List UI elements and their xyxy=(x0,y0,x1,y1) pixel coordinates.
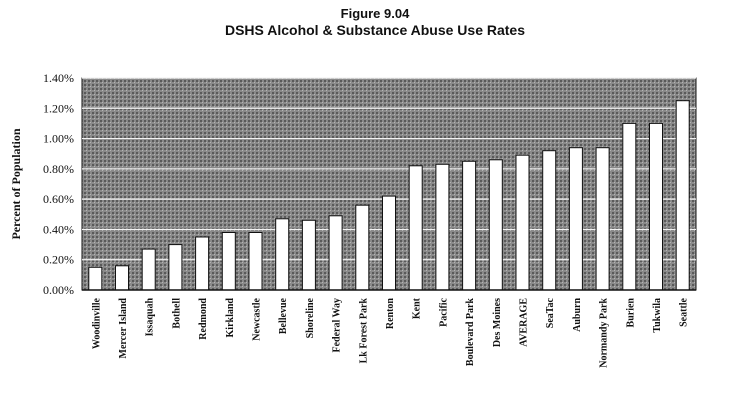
x-tick-label: Mercer Island xyxy=(118,298,129,359)
x-tick-label: AVERAGE xyxy=(518,298,530,347)
x-tick-label: Newcastle xyxy=(251,298,263,341)
y-tick-label: 0.40% xyxy=(43,222,74,237)
y-tick-label: 0.20% xyxy=(43,252,74,267)
x-tick-label: Bellevue xyxy=(278,298,290,335)
bar xyxy=(196,237,209,290)
x-tick-label: Woodinville xyxy=(91,298,103,350)
y-tick-label: 0.00% xyxy=(43,283,74,297)
x-tick-label: Tukwila xyxy=(652,298,663,333)
x-tick-label: Boulevard Park xyxy=(465,298,477,367)
x-tick-label: Auburn xyxy=(571,298,583,332)
bar xyxy=(383,196,396,290)
x-tick-label: Redmond xyxy=(198,298,210,340)
x-tick-label: Kirkland xyxy=(224,298,236,338)
y-tick-label: 1.00% xyxy=(43,131,74,146)
x-tick-label: Bothell xyxy=(171,298,183,329)
x-axis-labels xyxy=(91,297,689,367)
bar xyxy=(116,266,129,290)
y-axis-label: Percent of Population xyxy=(9,128,23,240)
x-tick-label: Renton xyxy=(385,298,396,330)
bar xyxy=(356,205,369,290)
bar xyxy=(89,267,102,290)
x-tick-label: Pacific xyxy=(438,298,450,327)
bar xyxy=(516,155,529,290)
bar xyxy=(409,166,422,290)
bar xyxy=(436,164,449,290)
y-tick-label: 1.40% xyxy=(43,71,74,85)
chart-title: DSHS Alcohol & Substance Abuse Use Rates xyxy=(224,22,526,38)
x-tick-label: Issaquah xyxy=(144,298,156,337)
x-tick-label: Kent xyxy=(411,298,423,320)
y-tick-label: 0.60% xyxy=(43,192,74,207)
bar xyxy=(650,123,663,290)
figure-label: Figure 9.04 xyxy=(340,6,410,21)
y-tick-label: 0.80% xyxy=(43,161,74,176)
bar xyxy=(329,216,342,290)
bar xyxy=(169,245,182,290)
bar xyxy=(302,220,315,290)
x-tick-label: Federal Way xyxy=(331,298,343,353)
bar xyxy=(569,148,582,290)
bar xyxy=(142,249,155,290)
x-tick-label: Lk Forest Park xyxy=(358,298,370,364)
x-tick-label: Shoreline xyxy=(304,298,316,339)
x-tick-label: Des Moines xyxy=(491,298,503,348)
y-axis-ticks xyxy=(43,71,74,297)
x-tick-label: SeaTac xyxy=(545,298,557,329)
bar xyxy=(676,101,689,290)
bar xyxy=(249,233,262,291)
bar xyxy=(276,219,289,290)
bar xyxy=(489,160,502,290)
bar xyxy=(623,123,636,290)
bar xyxy=(222,233,235,291)
x-tick-label: Normandy Park xyxy=(598,298,610,368)
bar xyxy=(463,161,476,290)
x-tick-label: Burien xyxy=(625,298,637,328)
bar xyxy=(543,151,556,290)
bar xyxy=(596,148,609,290)
y-tick-label: 1.20% xyxy=(43,101,74,116)
x-tick-label: Seattle xyxy=(678,298,690,327)
